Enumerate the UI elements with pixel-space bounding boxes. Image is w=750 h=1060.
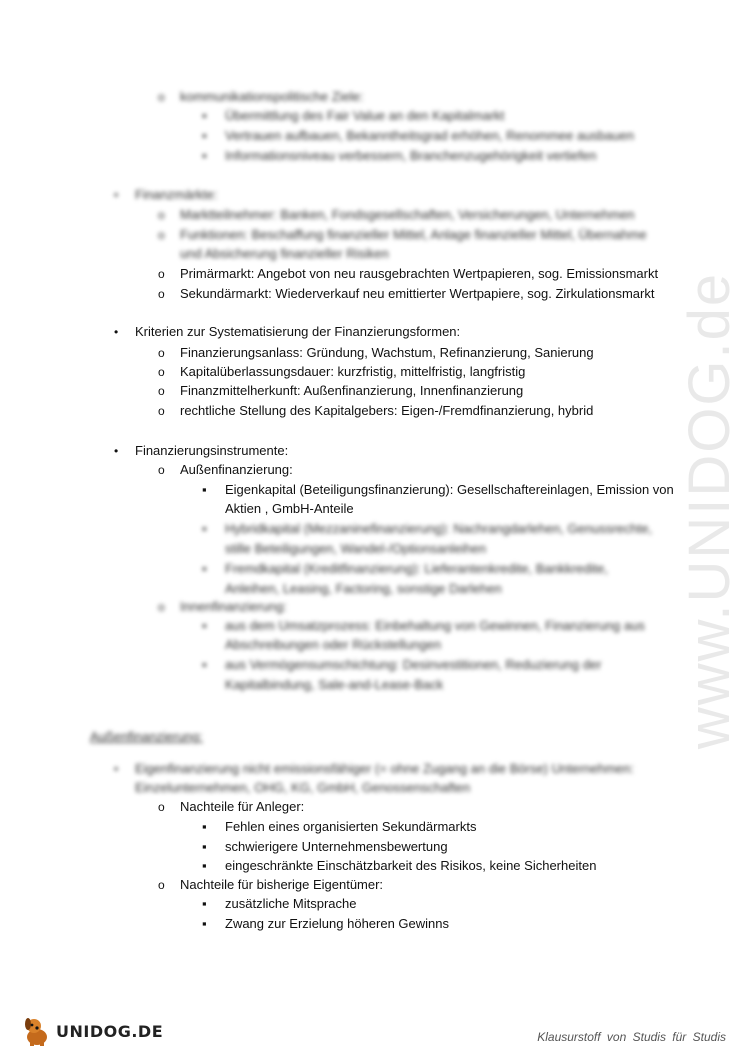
blurred-line: und Absicherung finanzieller Risiken xyxy=(180,246,389,261)
blurred-line: Abschreibungen oder Rückstellungen xyxy=(225,637,442,652)
bullet-circle xyxy=(158,382,165,400)
unidog-logo xyxy=(22,1015,163,1047)
bullet-dot xyxy=(114,323,118,341)
text-einschaetzbarkeit: eingeschränkte Einschätzbarkeit des Risikos, keine Sicherheiten xyxy=(225,858,597,873)
bullet-circle xyxy=(158,226,165,244)
blurred-line: Kapitalbindung, Sale-and-Lease-Back xyxy=(225,677,444,692)
bullet-square xyxy=(202,818,207,836)
blurred-line: Fremdkapital (Kreditfinanzierung): Lieferantenkredite, Bankkredite, xyxy=(225,561,608,576)
text-stellung: rechtliche Stellung des Kapitalgebers: Eigen-/Fremdfinanzierung, hybrid xyxy=(180,403,594,418)
text-fehlen: Fehlen eines organisierten Sekundärmarkts xyxy=(225,819,477,834)
bullet-square xyxy=(202,656,207,674)
text-zwang: Zwang zur Erzielung höheren Gewinns xyxy=(225,916,450,931)
blurred-line: aus dem Umsatzprozess: Einbehaltung von Gewinnen, Finanzierung aus xyxy=(225,618,645,633)
bullet-square xyxy=(202,915,207,933)
footer-tagline: Klausurstoff von Studis für Studis xyxy=(537,1030,726,1044)
blurred-line: Informationsniveau verbessern, Branchenzugehörigkeit vertiefen xyxy=(225,148,597,163)
bullet-circle xyxy=(158,402,165,420)
blurred-line: stille Beteiligungen, Wandel-/Optionsanleihen xyxy=(225,541,487,556)
bullet-square xyxy=(202,895,207,913)
bullet-square xyxy=(202,857,207,875)
bullet-circle xyxy=(158,285,165,303)
bullet-square xyxy=(202,147,207,165)
blurred-line: kommunikationspolitische Ziele: xyxy=(180,89,364,104)
blurred-line: Innenfinanzierung: xyxy=(180,599,287,614)
dog-icon xyxy=(22,1015,52,1047)
bullet-circle xyxy=(158,461,165,479)
bullet-dot xyxy=(114,760,118,778)
text-herkunft: Finanzmittelherkunft: Außenfinanzierung, Innenfinanzierung xyxy=(180,383,524,398)
bullet-circle xyxy=(158,876,165,894)
text-aussenfinanzierung: Außenfinanzierung: xyxy=(180,462,293,477)
bullet-dot xyxy=(114,442,118,460)
text-kriterien: Kriterien zur Systematisierung der Finanzierungsformen: xyxy=(135,324,461,339)
text-sekundaermarkt: Sekundärmarkt: Wiederverkauf neu emittierter Wertpapiere, sog. Zirkulationsmarkt xyxy=(180,286,655,301)
bullet-circle xyxy=(158,88,165,106)
watermark xyxy=(640,271,750,749)
logo-text: UNIDOG.DE xyxy=(56,1021,164,1041)
text-instrumente: Finanzierungsinstrumente: xyxy=(135,443,289,458)
bullet-circle xyxy=(158,363,165,381)
bullet-circle xyxy=(158,206,165,224)
text-bewertung: schwierigere Unternehmensbewertung xyxy=(225,839,448,854)
bullet-square xyxy=(202,481,207,499)
text-nachteile-anleger: Nachteile für Anleger: xyxy=(180,799,305,814)
bullet-circle xyxy=(158,265,165,283)
text-eigenkapital: Eigenkapital (Beteiligungsfinanzierung): Gesellschaftereinlagen, Emission von xyxy=(225,482,674,497)
section-heading: Außenfinanzierung: xyxy=(90,729,203,744)
blurred-line: aus Vermögensumschichtung: Desinvestitionen, Reduzierung der xyxy=(225,657,602,672)
bullet-square xyxy=(202,127,207,145)
bullet-circle xyxy=(158,344,165,362)
bullet-dot xyxy=(114,186,118,204)
bullet-square xyxy=(202,617,207,635)
bullet-square xyxy=(202,107,207,125)
blurred-line: Funktionen: Beschaffung finanzieller Mittel, Anlage finanzieller Mittel, Übernahme xyxy=(180,227,647,242)
bullet-circle xyxy=(158,798,165,816)
blurred-line: Einzelunternehmen, OHG, KG, GmbH, Genossenschaften xyxy=(135,780,471,795)
text-eigenkapital-cont: Aktien , GmbH-Anteile xyxy=(225,501,354,516)
bullet-square xyxy=(202,560,207,578)
text-mitsprache: zusätzliche Mitsprache xyxy=(225,896,357,911)
bullet-square xyxy=(202,520,207,538)
blurred-line: Vertrauen aufbauen, Bekanntheitsgrad erhöhen, Renommee ausbauen xyxy=(225,128,635,143)
text-primaermarkt: Primärmarkt: Angebot von neu rausgebrachten Wertpapieren, sog. Emissionsmarkt xyxy=(180,266,659,281)
blurred-line: Eigenfinanzierung nicht emissionsfähiger (= ohne Zugang an die Börse) Unternehmen: xyxy=(135,761,634,776)
blurred-line: Hybridkapital (Mezzaninefinanzierung): Nachrangdarlehen, Genussrechte, xyxy=(225,521,653,536)
bullet-circle xyxy=(158,598,165,616)
watermark-text: www.UNIDOG.de xyxy=(677,271,743,749)
blurred-line: Übermittlung des Fair Value an den Kapitalmarkt xyxy=(225,108,505,123)
blurred-line: Finanzmärkte: xyxy=(135,187,218,202)
blurred-line: Anleihen, Leasing, Factoring, sonstige Darlehen xyxy=(225,581,502,596)
text-dauer: Kapitalüberlassungsdauer: kurzfristig, mittelfristig, langfristig xyxy=(180,364,526,379)
blurred-line: Marktteilnehmer: Banken, Fondsgesellschaften, Versicherungen, Unternehmen xyxy=(180,207,635,222)
text-anlass: Finanzierungsanlass: Gründung, Wachstum, Refinanzierung, Sanierung xyxy=(180,345,594,360)
bullet-square xyxy=(202,838,207,856)
text-nachteile-eigentuemer: Nachteile für bisherige Eigentümer: xyxy=(180,877,384,892)
